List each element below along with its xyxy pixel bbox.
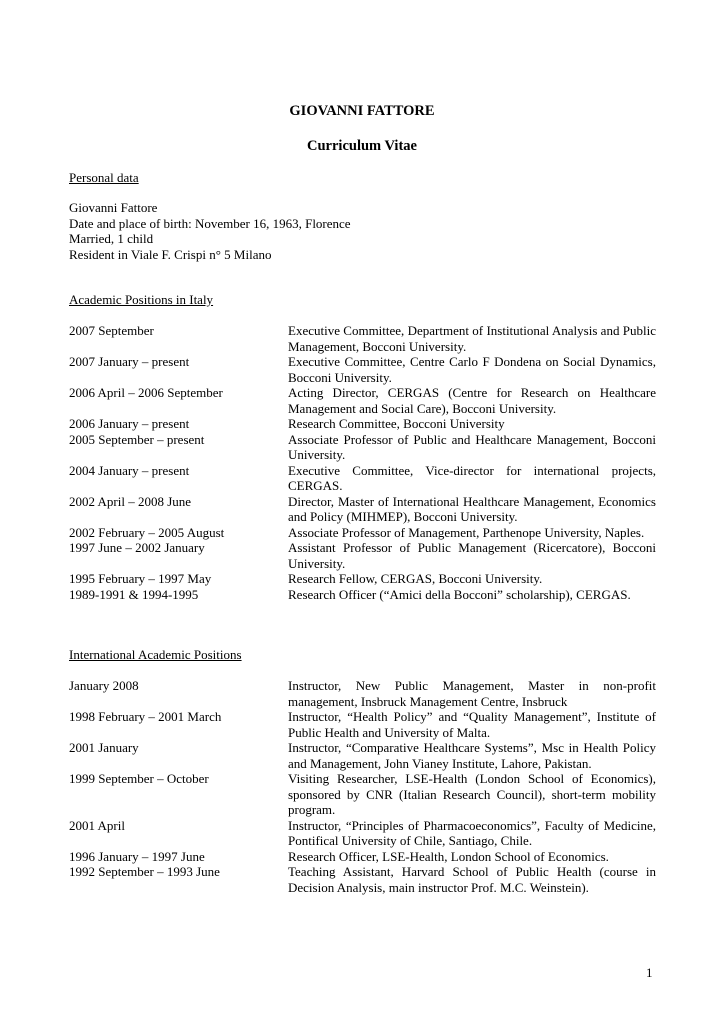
position-date: 1998 February – 2001 March [69,709,222,724]
personal-line: Resident in Viale F. Crispi n° 5 Milano [69,246,272,262]
position-entry [69,849,656,865]
position-entry [69,540,656,571]
position-description: Executive Committee, Vice-director for international projects, CERGAS. [288,462,656,493]
position-date: 1992 September – 1993 June [69,864,220,879]
position-entry [69,385,656,416]
position-description: Executive Committee, Department of Institutional Analysis and Public Management, Bocconi University. [288,323,656,354]
position-entry [69,771,656,818]
position-entry [69,818,656,849]
section-heading-personal: Personal data [69,170,139,185]
position-entry [69,709,656,740]
position-entry [69,432,656,463]
document-subtitle: Curriculum Vitae [307,138,417,154]
personal-data-block [69,200,351,262]
section-heading-international: International Academic Positions [69,647,242,662]
position-entry [69,864,656,895]
position-entry [69,587,656,603]
position-description: Research Officer, LSE-Health, London School of Economics. [288,848,609,864]
position-entry [69,525,656,541]
position-entry [69,323,656,354]
position-entry [69,463,656,494]
position-description: Executive Committee, Centre Carlo F Dondena on Social Dynamics, Bocconi University. [288,354,656,385]
italy-positions-list [69,323,656,602]
position-description: Research Officer (“Amici della Bocconi” scholarship), CERGAS. [288,586,631,602]
position-description: Teaching Assistant, Harvard School of Public Health (course in Decision Analysis, main instructor Prof. M.C. Weinstein). [288,864,656,895]
position-date: 2002 February – 2005 August [69,524,225,540]
position-date: 1996 January – 1997 June [69,848,205,864]
personal-line: Married, 1 child [69,231,154,247]
position-entry [69,678,656,709]
personal-line: Date and place of birth: November 16, 1963, Florence [69,215,351,231]
position-date: January 2008 [69,678,139,693]
position-date: 2001 January [69,740,139,755]
position-entry [69,416,656,432]
position-entry [69,571,656,587]
position-entry [69,354,656,385]
position-date: 1999 September – October [69,771,209,786]
position-description: Research Committee, Bocconi University [288,416,505,431]
position-date: 2001 April [69,817,125,833]
position-description: Instructor, “Principles of Pharmacoeconomics”, Faculty of Medicine, Pontifical University of Chile, Santiago, Chile. [288,817,656,848]
position-description: Instructor, “Health Policy” and “Quality Management”, Institute of Public Health and University of Malta. [288,709,656,740]
position-date: 2002 April – 2008 June [69,493,192,509]
position-entry [69,740,656,771]
position-description: Associate Professor of Management, Parthenope University, Naples. [288,524,645,540]
position-date: 2005 September – present [69,431,205,447]
position-date: 2007 September [69,323,154,338]
international-positions-list [69,678,656,895]
position-date: 2004 January – present [69,462,190,478]
position-description: Associate Professor of Public and Healthcare Management, Bocconi University. [288,431,656,462]
position-description: Instructor, New Public Management, Master in non-profit management, Insbruck Management Centre, Insbruck [288,678,656,709]
document-title: GIOVANNI FATTORE [289,103,435,119]
position-description: Acting Director, CERGAS (Centre for Research on Healthcare Management and Social Care), Bocconi University. [288,385,656,416]
position-description: Assistant Professor of Public Management (Ricercatore), Bocconi University. [288,540,656,571]
position-description: Research Fellow, CERGAS, Bocconi University. [288,571,543,586]
position-date: 1989-1991 & 1994-1995 [69,586,199,602]
position-description: Visiting Researcher, LSE-Health (London School of Economics), sponsored by CNR (Italian Research Council), short-term mobility program. [288,771,656,817]
position-date: 2007 January – present [69,354,190,369]
position-date: 2006 January – present [69,416,190,431]
position-date: 2006 April – 2006 September [69,385,223,400]
position-description: Instructor, “Comparative Healthcare Systems”, Msc in Health Policy and Management, John Vianey Institute, Lahore, Pakistan. [288,740,656,771]
position-date: 1997 June – 2002 January [69,540,205,555]
personal-line: Giovanni Fattore [69,200,158,215]
page-number: 1 [646,965,653,980]
position-date: 1995 February – 1997 May [69,571,212,586]
position-description: Director, Master of International Healthcare Management, Economics and Policy (MIHMEP), Bocconi University. [288,493,656,524]
position-entry [69,494,656,525]
section-heading-italy: Academic Positions in Italy [69,292,214,307]
